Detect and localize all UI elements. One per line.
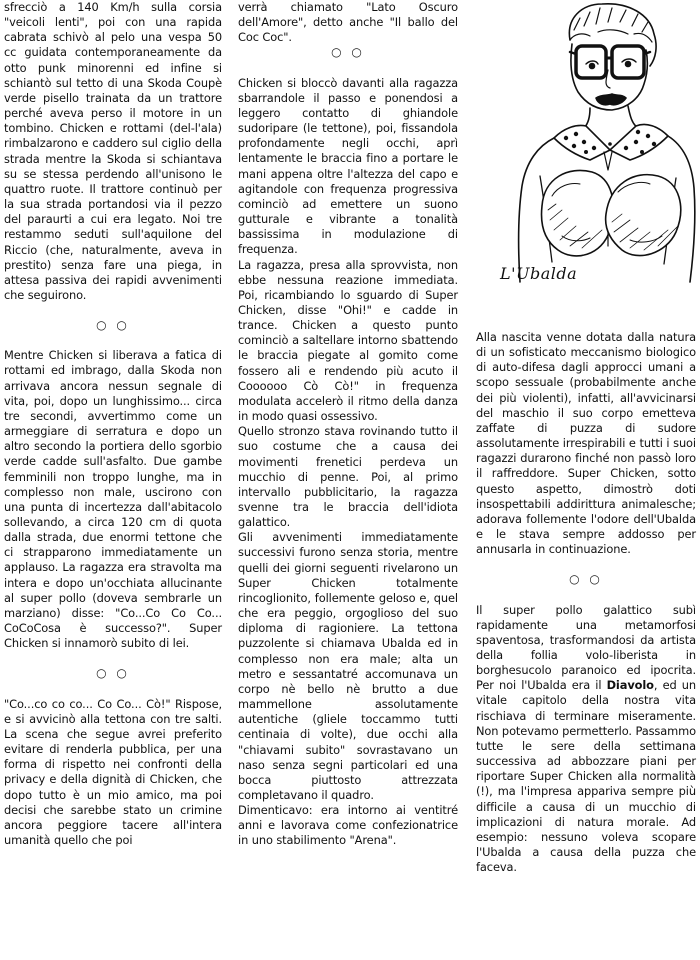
text-column-3-body bbox=[476, 330, 696, 875]
text-column-3 bbox=[476, 0, 696, 960]
paragraph bbox=[476, 603, 696, 876]
paragraph: Alla nascita venne dotata dalla natura di un sofisticato meccanismo biologico di auto-difesa dagli approcci umani a scopo sessuale (probabilmente anche dei più violenti), infatti, all'avvicinarsi del maschio il suo corpo emetteva zaffate di puzza di sudore assolutamente irrespirabili e tutti i suoi ragazzi durarono finché non passò loro il raffreddore. Super Chicken, sotto questo aspetto, dimostrò doti insospettabili addirittura animalesche; adorava follemente l'odore dell'Ubalda e le stava sempre addosso per annusarla in continuazione. bbox=[476, 330, 696, 557]
text-column-1 bbox=[4, 0, 222, 848]
paragraph: La ragazza, presa alla sprovvista, non ebbe nessuna reazione immediata. Poi, ricambiando lo sguardo di Super Chicken, disse "Ohi!" e cadde in trance. Chicken a questo punto cominciò a saltellare intorno sbattendo le braccia piegate al gomito come fossero ali e rendendo più acuto il Coooooo Cò Cò!" in frequenza modulata accelerò il ritmo della danza in modo quasi ossessivo. bbox=[238, 257, 458, 424]
section-separator: ○ ○ bbox=[331, 45, 365, 60]
paragraph: verrà chiamato "Lato Oscuro dell'Amore", detto anche "Il ballo del Coc Coc". bbox=[238, 0, 458, 45]
paragraph: Mentre Chicken si liberava a fatica di rottami ed imbrago, dalla Skoda non arrivava ancora nessun segnale di vita, poi, dopo un lunghissimo... circa tre secondi, avvertimmo come un armeggiare di serratura e dopo un altro secondo la portiera dello sgorbio verde cadde sull'asfalto. Due gambe femminili non troppo lunghe, ma in complesso non male, uscirono con una punta di incertezza dall'abitacolo sollevando, a circa 120 cm di quota dalla strada, due enormi tettone che ci strapparono immediatamente un applauso. La ragazza era stravolta ma intera e dopo un'occhiata allucinante al super pollo (doveva sembrarle un marziano) disse: "Co...Co Co Co... CoCoCosa è successo?". Super Chicken si innamorò subito di lei. bbox=[4, 348, 222, 651]
section-separator: ○ ○ bbox=[569, 572, 603, 587]
paragraph: Gli avvenimenti immediatamente successivi furono senza storia, mentre quelli dei giorni seguenti rivelarono un Super Chicken totalmente rincoglionito, follemente geloso e, quel che era peggio, orgoglioso del suo diploma di ragioniere. La tettona puzzolente si chiamava Ubalda ed in complesso non era male; alta un metro e sessantatré accomunava un corpo nè bello nè brutto a due mammellone assolutamente autentiche (gliele toccammo tutti centinaia di volte), due occhi alla "chiavami subito" sovrastavano un naso senza segni particolari ed una bocca piuttosto attrezzata completavano il quadro. bbox=[238, 530, 458, 802]
paragraph-text: Il super pollo galattico subì rapidamente una metamorfosi spaventosa, trasformandosi da artista della follia volo-liberista in borghesucolo paranoico ed ipocrita. Per noi l'Ubalda era il bbox=[476, 602, 696, 693]
section-separator: ○ ○ bbox=[96, 666, 130, 681]
paragraph: Dimenticavo: era intorno ai ventitré anni e lavorava come confezionatrice in uno stabilimento "Arena". bbox=[238, 803, 458, 848]
paragraph: "Co...co co co... Co Co... Cò!" Rispose, e si avvicinò alla tettona con tre salti. La scena che segue avrei preferito evitare di renderla pubblica, per una forma di rispetto nei confronti della privacy e della dignità di Chicken, che dopo tutto è un mio amico, ma poi decisi che sarebbe stato un crimine ancora peggiore tacere all'intera umanità quello che poi bbox=[4, 696, 222, 847]
emphasis-diavolo: Diavolo bbox=[606, 678, 654, 693]
paragraph: sfrecciò a 140 Km/h sulla corsia "veicoli lenti", poi con una rapida cabrata schivò al pelo una vespa 50 cc guidata contemporaneamente da otto punk minorenni ed infine si schiantò sul tetto di una Skoda Coupè verde pisello trainata da un trattore perché aveva perso il motore in un tombino. Chicken e rottami (del-l'ala) rimbalzarono e caddero sul ciglio della strada mentre la Skoda si schiantava su se stessa perdendo all'unisono le quattro ruote. Il trattore continuò per la sua strada portandosi via il pezzo del paraurti a cui era legato. Noi tre restammo seduti sull'aquilone del Riccio (che, naturalmente, aveva in prestito) senza fare una piega, in attesa passiva dei rapidi avvenimenti che seguirono. bbox=[4, 0, 222, 302]
text-column-2 bbox=[238, 0, 458, 849]
paragraph-text: , ed un vitale capitolo della nostra vita rischiava di terminare miseramente. Non potevamo permetterlo. Passammo tutte le sere della settimana successiva ad abbozzare piani per riportare Super Chicken alla normalità (!), ma l'impresa appariva sempre più difficile a causa di un mucchio di implicazioni di natura morale. Ad esempio: nessuno voleva scopare l'Ubalda a causa della puzza che faceva. bbox=[476, 678, 696, 875]
section-separator: ○ ○ bbox=[96, 318, 130, 333]
paragraph: Quello stronzo stava rovinando tutto il suo costume che a causa dei movimenti frenetici perdeva un mucchio di penne. Poi, al primo intervallo pubblicitario, la ragazza svenne tra le braccia dell'idiota galattico. bbox=[238, 424, 458, 530]
paragraph: Chicken si bloccò davanti alla ragazza sbarrandole il passo e ponendosi a leggero contatto di ghiandole sudoripare (le tettone), poi, fissandola profondamente negli occhi, aprì lentamente le braccia fino a portare le mani appena oltre l'altezza del capo e agitandole con frequenza progressiva cominciò ad emettere un suono gutturale e vibrante a tonalità bassissima in modulazione di frequenza. bbox=[238, 75, 458, 257]
illustration-caption: L'Ubalda bbox=[500, 264, 578, 283]
